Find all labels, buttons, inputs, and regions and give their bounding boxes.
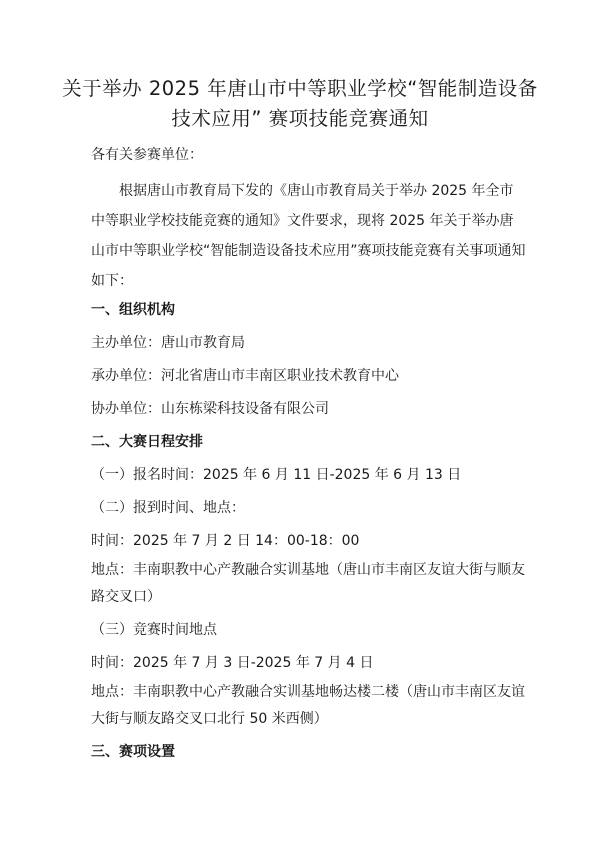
checkin-heading: （二）报到时间、地点： — [91, 500, 245, 516]
section-heading-organization: 一、组织机构 — [91, 302, 175, 318]
checkin-place: 地点：丰南职教中心产教融合实训基地（唐山市丰南区友谊大街与顺友路交叉口） — [91, 562, 525, 605]
organizer-line: 主办单位：唐山市教育局 — [91, 335, 245, 351]
salutation: 各有关参赛单位： — [91, 147, 203, 163]
competition-place: 地点：丰南职教中心产教融合实训基地畅达楼二楼（唐山市丰南区友谊大街与顺友路交叉口北行 50 米西侧） — [91, 684, 525, 727]
competition-heading: （三）竞赛时间地点 — [91, 622, 217, 638]
section-heading-schedule: 二、大赛日程安排 — [91, 434, 203, 450]
checkin-time: 时间：2025 年 7 月 2 日 14：00-18：00 — [91, 533, 360, 549]
section-heading-events: 三、赛项设置 — [91, 744, 175, 760]
competition-time: 时间：2025 年 7 月 3 日-2025 年 7 月 4 日 — [91, 655, 374, 671]
host-line: 承办单位：河北省唐山市丰南区职业技术教育中心 — [91, 368, 399, 384]
intro-paragraph: 根据唐山市教育局下发的《唐山市教育局关于举办 2025 年全市中等职业学校技能竞赛的通知》文件要求，现将 2025 年关于举办唐山市中等职业学校“智能制造设备技术应用”赛项技能竞赛有关事项通知如下： — [91, 183, 526, 289]
co-organizer-line: 协办单位：山东栋梁科技设备有限公司 — [91, 401, 329, 417]
document-title: 关于举办 2025 年唐山市中等职业学校“智能制造设备技术应用” 赛项技能竞赛通知 — [62, 77, 538, 130]
registration-line: （一）报名时间：2025 年 6 月 11 日-2025 年 6 月 13 日 — [91, 467, 462, 483]
